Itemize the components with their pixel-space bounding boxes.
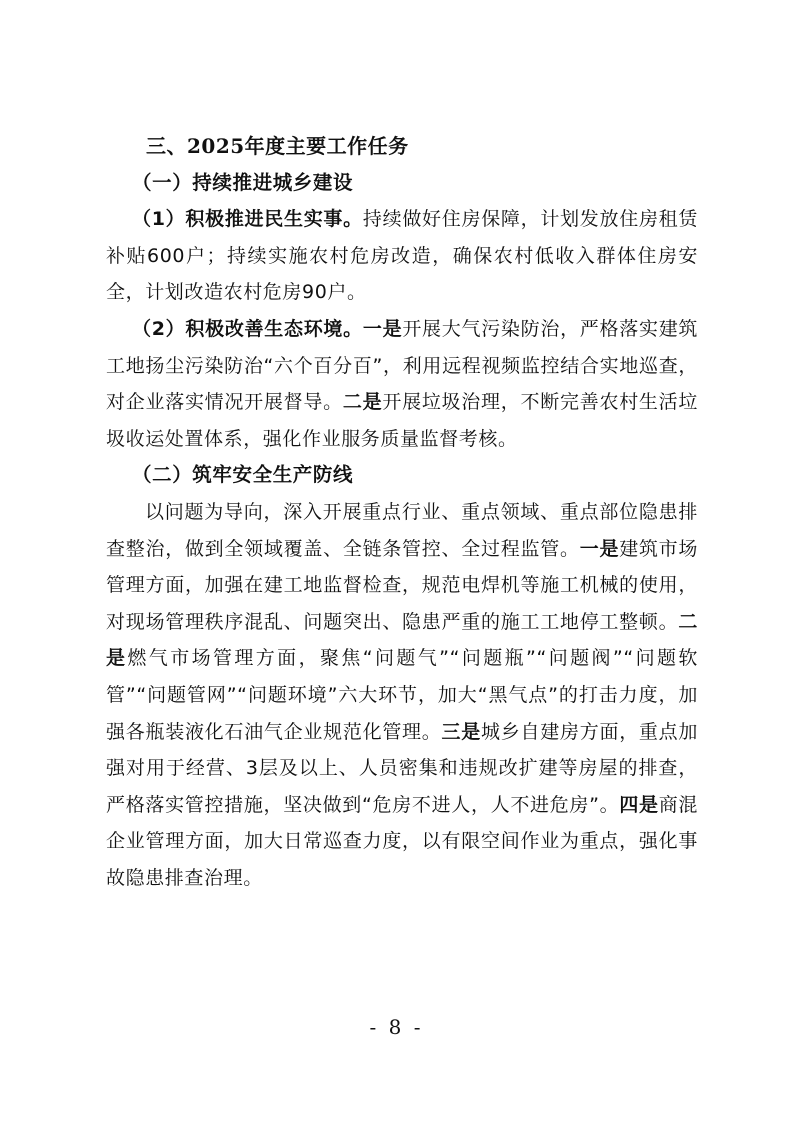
item-2-part-1-text: 开展大气污染防治，严格落实建筑工地扬尘污染防治“六个百分百”，利用远程视频监控结合实地巡查，对企业落实情况开展督导。: [106, 317, 699, 414]
safety-p2-text: 燃气市场管理方面，聚焦“问题气”“问题瓶”“问题阀”“问题软管”“问题管网”“问题环境”六大环节，加大“黑气点”的打击力度，加强各瓶装液化石油气企业规范化管理。: [106, 647, 698, 743]
page-number: - 8 -: [369, 1015, 424, 1039]
paragraph-item-1: [106, 201, 698, 311]
safety-p1-lead: 一是: [579, 537, 620, 560]
subsection-heading-2: （二）筑牢安全生产防线: [132, 463, 354, 487]
safety-p4-text: 商混企业管理方面，加大日常巡查力度，以有限空间作业为重点，强化事故隐患排查治理。: [106, 793, 699, 889]
item-2-part-2-text: 开展垃圾治理，不断完善农村生活垃圾收运处置体系，强化作业服务质量监督考核。: [106, 391, 699, 450]
safety-intro: 以问题为导向，深入开展重点行业、重点领域、重点部位隐患排查整治，做到全领域覆盖、全链条管控、全过程监管。: [106, 500, 698, 560]
safety-p4-lead: 四是: [619, 793, 659, 816]
safety-p1-text: 建筑市场管理方面，加强在建工地监督检查，规范电焊机等施工机械的使用，对现场管理秩序混乱、问题突出、隐患严重的施工工地停工整顿。: [106, 537, 698, 633]
item-1-text: 持续做好住房保障，计划发放住房租赁补贴600户；持续实施农村危房改造，确保农村低收入群体住房安全，计划改造农村危房90户。: [106, 208, 699, 304]
item-2-part-2-lead: 二是: [342, 391, 383, 414]
page-content: [106, 128, 698, 896]
item-1-lead: （1）积极推进民生实事。: [132, 208, 363, 231]
item-2-part-1-lead: 一是: [362, 317, 403, 340]
paragraph-item-2: [106, 311, 698, 457]
section-heading: 三、2025年度主要工作任务: [146, 134, 409, 158]
paragraph-safety: [106, 494, 698, 897]
subsection-heading-1: （一）持续推进城乡建设: [132, 170, 354, 194]
safety-p3-text: 城乡自建房方面，重点加强对用于经营、3层及以上、人员密集和违规改扩建等房屋的排查，严格落实管控措施，坚决做到“危房不进人，人不进危房”。: [106, 720, 699, 816]
item-2-lead: （2）积极改善生态环境。: [132, 317, 363, 340]
safety-p2-lead: 二是: [106, 610, 698, 670]
safety-p3-lead: 三是: [441, 720, 482, 743]
